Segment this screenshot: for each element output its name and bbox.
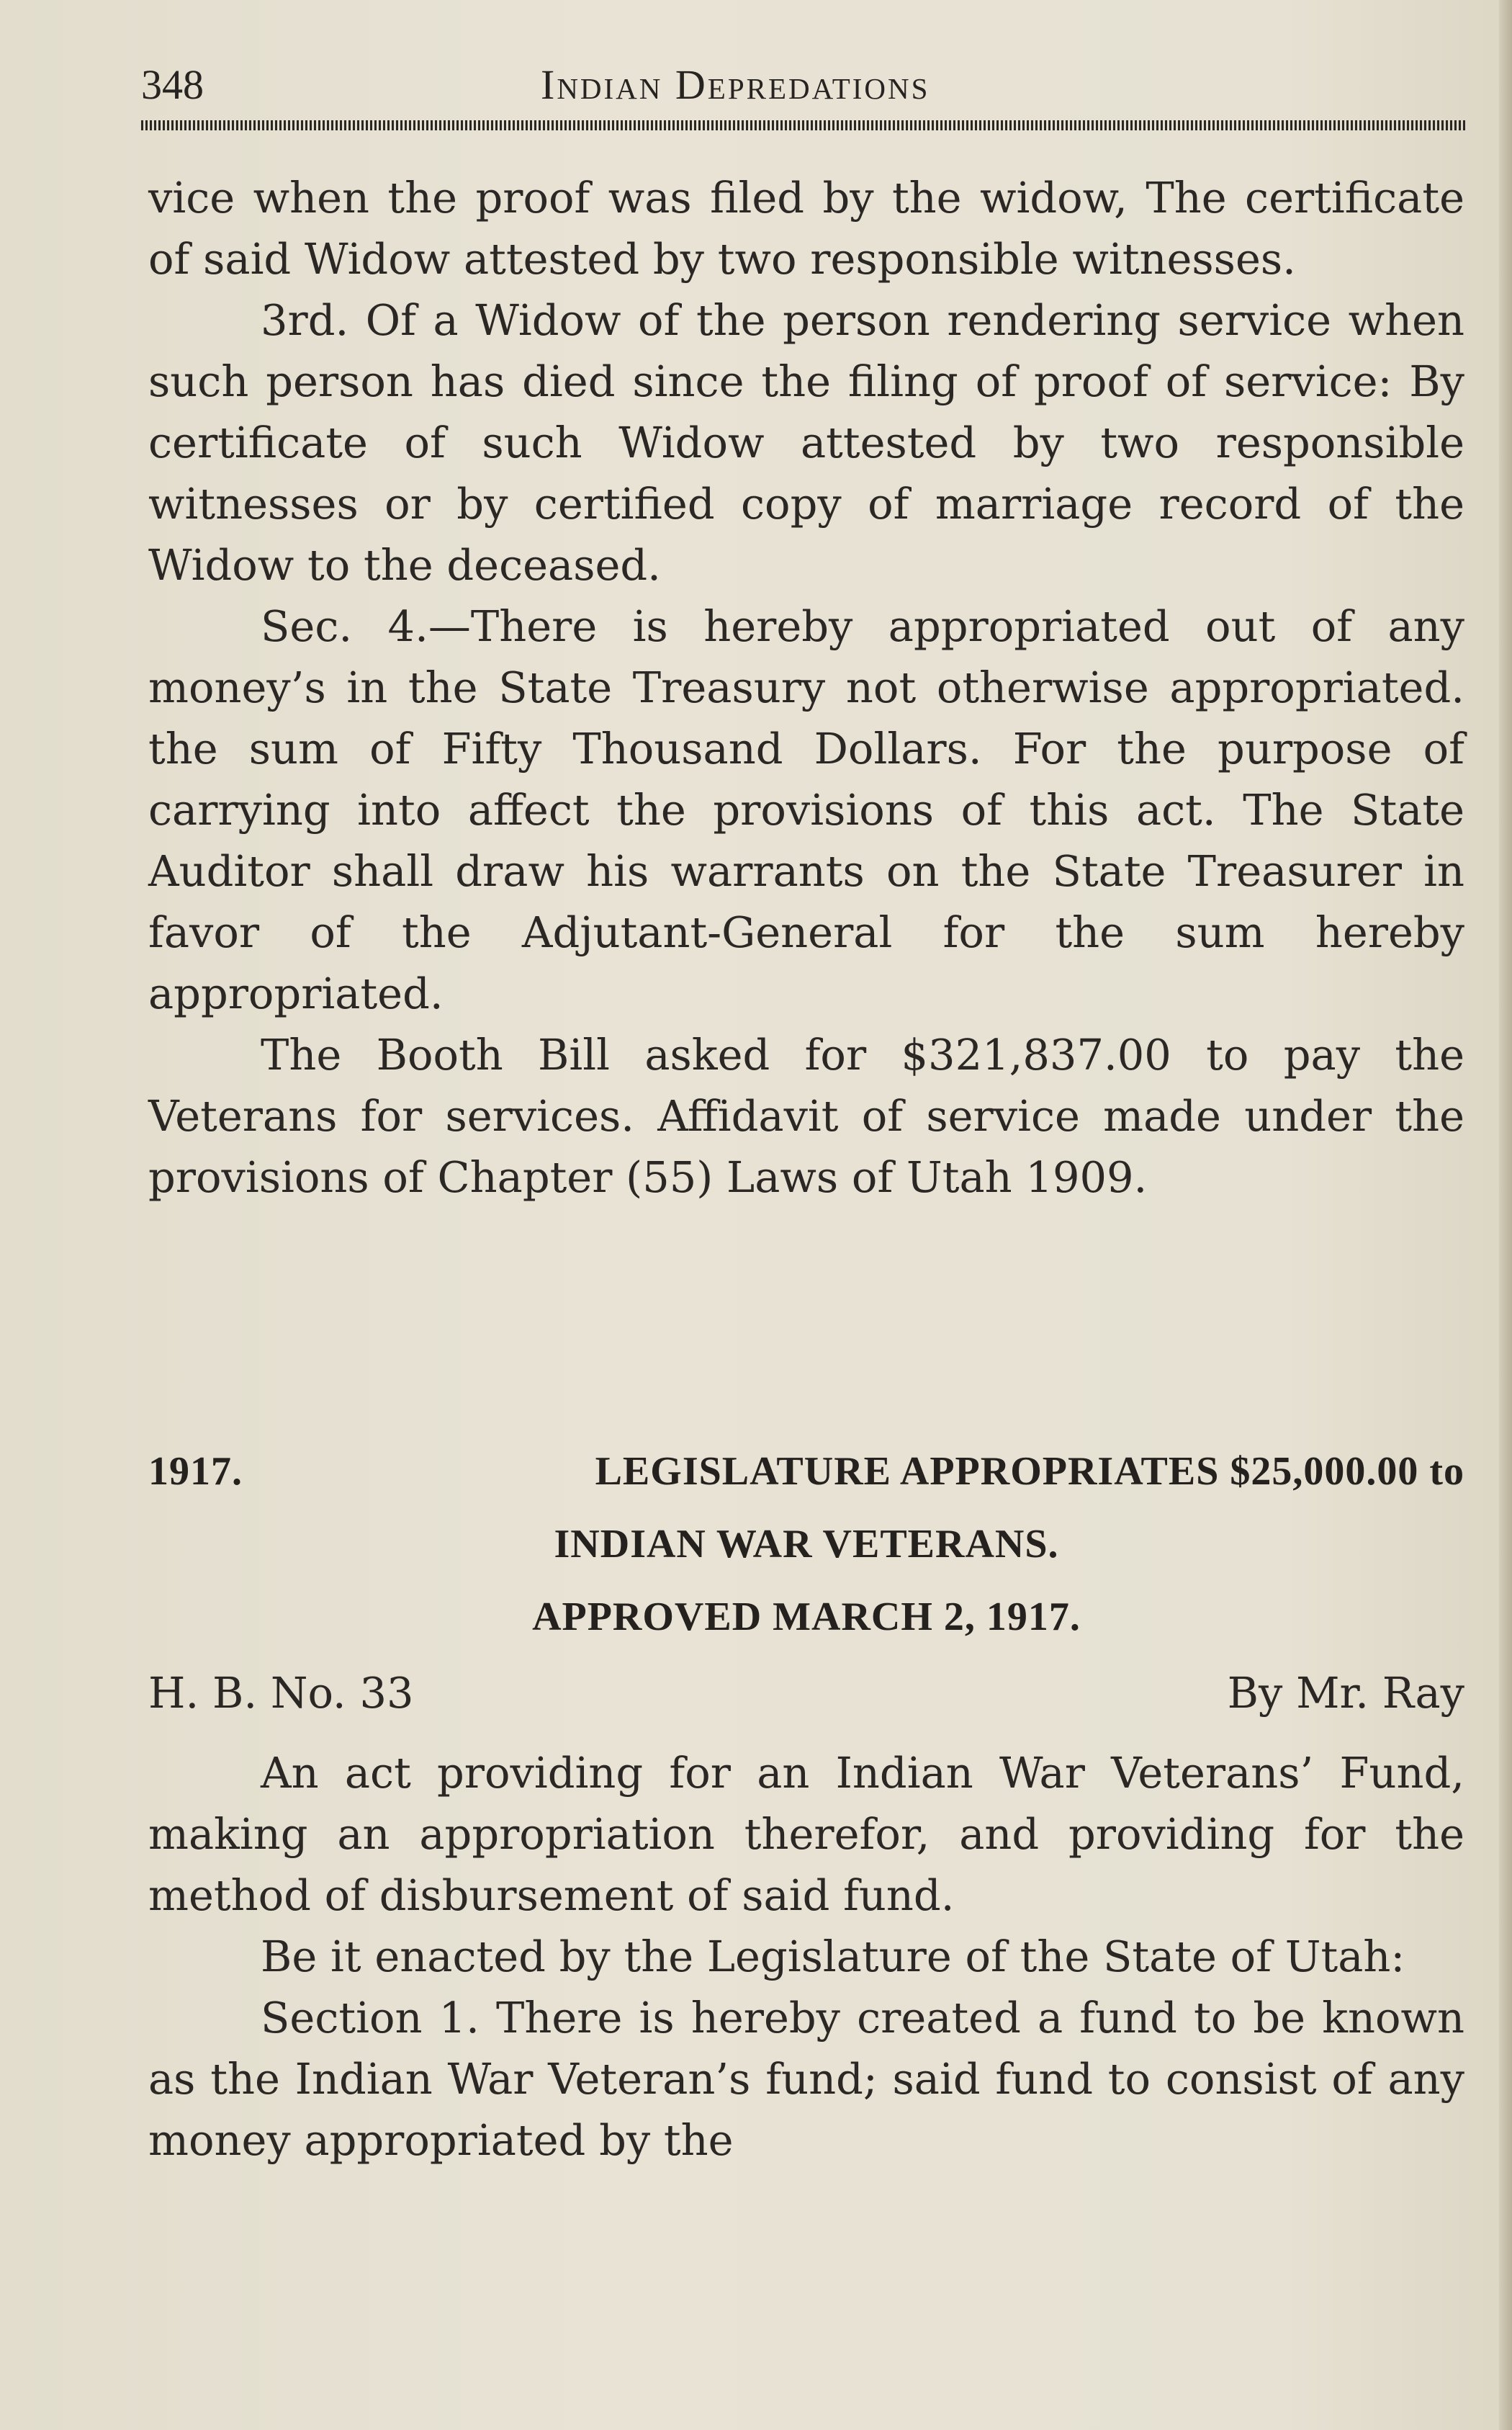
paragraph-booth-bill: The Booth Bill asked for $321,837.00 to pay the Veterans for services. Affidavit of service made under the provisions of Chapter (55) Laws of Utah 1909.	[148, 1030, 1464, 1202]
heading-year: 1917.	[148, 1449, 243, 1494]
paragraph-third-widow: 3rd. Of a Widow of the person rendering service when such person has died since the filing of proof of service: By certificate of such Widow attested by two responsible witnesses or by certified copy of marriage record of the Widow to the deceased.	[148, 295, 1464, 590]
paragraph-continuation: vice when the proof was filed by the widow, The certificate of said Widow attested by two responsible witnesses.	[148, 173, 1464, 284]
page-header	[141, 60, 1466, 118]
section-heading	[148, 1435, 1464, 1654]
header-rule	[141, 120, 1466, 130]
bill-number: H. B. No. 33	[148, 1668, 414, 1718]
paragraph-act-title: An act providing for an Indian War Veterans’ Fund, making an appropriation therefor, and providing for the method of disbursement of said fund.	[148, 1748, 1464, 1920]
bill-line	[148, 1668, 1464, 1718]
heading-title: LEGISLATURE APPROPRIATES $25,000.00 to	[595, 1449, 1464, 1494]
page-edge-shadow	[1499, 0, 1512, 2430]
bill-sponsor: By Mr. Ray	[1227, 1668, 1464, 1718]
body-text-lower	[148, 1742, 1464, 2171]
paragraph-enacting-clause: Be it enacted by the Legislature of the State of Utah:	[261, 1932, 1405, 1981]
running-title: Indian Depredations	[541, 61, 930, 108]
heading-line-1	[148, 1435, 1464, 1508]
heading-line-3: APPROVED MARCH 2, 1917.	[532, 1595, 1081, 1639]
paragraph-section-1: Section 1. There is hereby created a fund to be known as the Indian War Veteran’s fund; said fund to consist of any money appropriated by the	[148, 1993, 1464, 2165]
page-number: 348	[141, 61, 204, 108]
paragraph-sec-4: Sec. 4.—There is hereby appropriated out of any money’s in the State Treasury not otherwise appropriated. the sum of Fifty Thousand Dollars. For the purpose of carrying into affect the provisions of this act. The State Auditor shall draw his warrants on the State Treasurer in favor of the Adjutant-General for the sum hereby appropriated.	[148, 601, 1464, 1018]
heading-line-2: INDIAN WAR VETERANS.	[554, 1522, 1059, 1566]
body-text-upper	[148, 167, 1464, 1208]
